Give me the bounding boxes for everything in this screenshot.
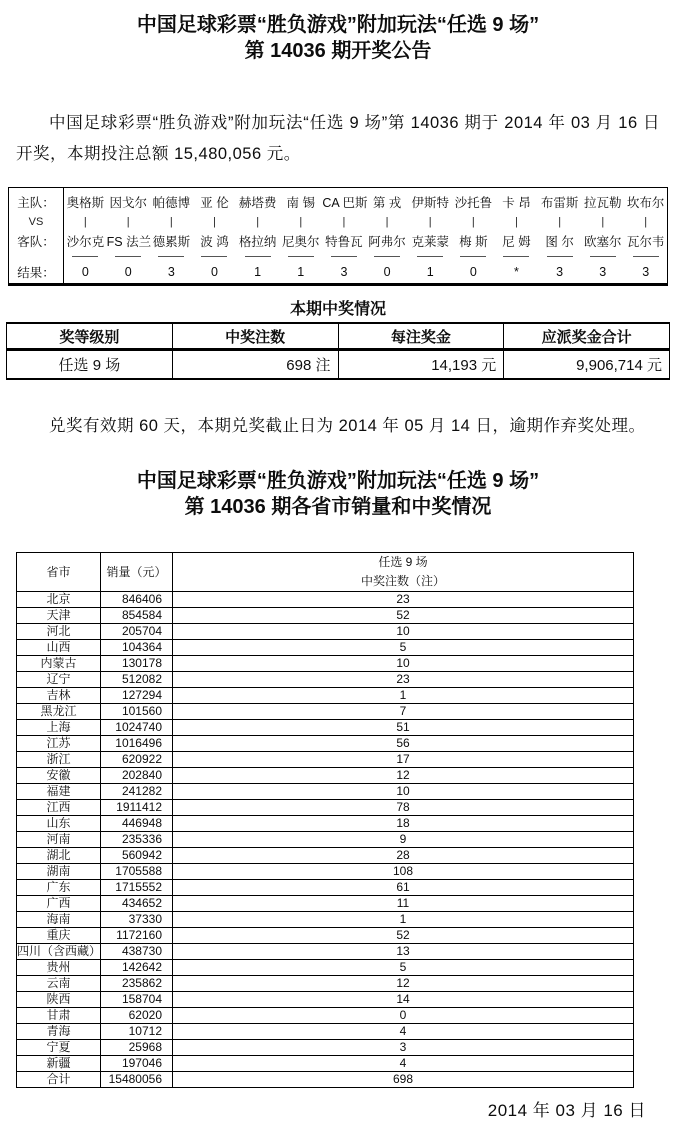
match-away-row bbox=[9, 230, 668, 251]
match-result-5: 1 bbox=[254, 264, 262, 279]
prize-cell-2: 698 注 bbox=[172, 350, 338, 380]
province-count-cell: 10 bbox=[173, 656, 634, 672]
vs-separator: | bbox=[471, 215, 475, 228]
dash-separator bbox=[538, 251, 581, 260]
province-name-cell: 江苏 bbox=[17, 736, 101, 752]
province-count-cell: 61 bbox=[173, 880, 634, 896]
dash-separator bbox=[322, 251, 365, 260]
row-label-vs: VS bbox=[9, 213, 64, 230]
dash-line bbox=[374, 256, 400, 257]
province-count-cell: 18 bbox=[173, 816, 634, 832]
prize-row bbox=[7, 350, 670, 380]
vs-separator: | bbox=[515, 215, 518, 228]
match-results-table bbox=[8, 187, 668, 286]
province-table-header-row bbox=[17, 553, 634, 592]
province-sales-cell: 62020 bbox=[101, 1008, 173, 1024]
province-row bbox=[17, 928, 634, 944]
province-sales-table bbox=[16, 552, 634, 1088]
province-count-cell: 14 bbox=[173, 992, 634, 1008]
province-row bbox=[17, 944, 634, 960]
province-sales-cell: 197046 bbox=[101, 1056, 173, 1072]
dash-separator bbox=[409, 251, 452, 260]
province-row bbox=[17, 640, 634, 656]
province-name-cell: 山东 bbox=[17, 816, 101, 832]
province-name-cell: 云南 bbox=[17, 976, 101, 992]
province-count-cell: 9 bbox=[173, 832, 634, 848]
dash-line bbox=[115, 256, 141, 257]
province-row bbox=[17, 896, 634, 912]
province-row bbox=[17, 992, 634, 1008]
vs-separator: | bbox=[558, 215, 562, 228]
province-count-cell: 10 bbox=[173, 784, 634, 800]
prize-section-title: 本期中奖情况 bbox=[289, 301, 386, 318]
province-row bbox=[17, 912, 634, 928]
dash-line bbox=[201, 256, 227, 257]
dash-separator bbox=[495, 251, 538, 260]
province-sales-cell: 10712 bbox=[101, 1024, 173, 1040]
province-row bbox=[17, 960, 634, 976]
home-team-11: 卡 昂 bbox=[502, 195, 531, 210]
prize-header-4: 应派奖金合计 bbox=[504, 323, 670, 350]
province-name-cell: 甘肃 bbox=[17, 1008, 101, 1024]
away-team-9: 克莱蒙 bbox=[411, 234, 449, 249]
province-row bbox=[17, 848, 634, 864]
dash-line bbox=[158, 256, 184, 257]
match-result-11: * bbox=[514, 264, 519, 279]
away-team-2: FS 法兰 bbox=[106, 234, 152, 249]
vs-separator: | bbox=[126, 215, 130, 228]
dash-separator bbox=[193, 251, 236, 260]
province-name-cell: 海南 bbox=[17, 912, 101, 928]
vs-separator: | bbox=[256, 215, 260, 228]
match-result-2: 0 bbox=[124, 264, 132, 279]
province-count-cell: 5 bbox=[173, 640, 634, 656]
province-count-cell: 7 bbox=[173, 704, 634, 720]
province-sales-cell: 142642 bbox=[101, 960, 173, 976]
province-row bbox=[17, 672, 634, 688]
away-team-14: 瓦尔韦 bbox=[626, 234, 665, 249]
prize-header-1: 奖等级别 bbox=[7, 323, 173, 350]
province-name-cell: 北京 bbox=[17, 592, 101, 608]
province-row bbox=[17, 784, 634, 800]
province-table-body bbox=[17, 592, 634, 1088]
province-sales-cell: 15480056 bbox=[101, 1072, 173, 1088]
dash-line bbox=[331, 256, 357, 257]
match-result-3: 3 bbox=[167, 264, 175, 279]
row-label-blank bbox=[9, 251, 64, 260]
province-header-cell: 省市 bbox=[17, 553, 101, 592]
province-row bbox=[17, 608, 634, 624]
page-title bbox=[0, 12, 676, 64]
home-team-7: CA 巴斯 bbox=[322, 195, 368, 210]
province-name-cell: 辽宁 bbox=[17, 672, 101, 688]
dash-separator bbox=[452, 251, 495, 260]
province-sales-cell: 1024740 bbox=[101, 720, 173, 736]
province-count-cell: 10 bbox=[173, 624, 634, 640]
province-name-cell: 河北 bbox=[17, 624, 101, 640]
dash-line bbox=[460, 256, 486, 257]
row-label-away: 客队： bbox=[9, 230, 64, 251]
vs-separator: | bbox=[169, 215, 173, 228]
province-sales-cell: 205704 bbox=[101, 624, 173, 640]
prize-cell-1: 任选 9 场 bbox=[7, 350, 173, 380]
home-team-9: 伊斯特 bbox=[411, 195, 449, 210]
match-result-8: 0 bbox=[383, 264, 391, 279]
prize-table-body bbox=[7, 350, 670, 380]
province-row bbox=[17, 624, 634, 640]
province-name-cell: 贵州 bbox=[17, 960, 101, 976]
province-name-cell: 合计 bbox=[17, 1072, 101, 1088]
province-name-cell: 四川（含西藏） bbox=[17, 944, 102, 958]
away-team-3: 德累斯 bbox=[152, 234, 191, 249]
away-team-1: 沙尔克 bbox=[66, 234, 105, 249]
count-header-line1: 任选 9 场 bbox=[378, 555, 428, 569]
province-name-cell: 广西 bbox=[17, 896, 101, 912]
province-count-cell: 5 bbox=[173, 960, 634, 976]
match-result-row bbox=[9, 260, 668, 285]
province-sales-cell: 1715552 bbox=[101, 880, 173, 896]
count-header-cell bbox=[173, 553, 634, 592]
province-sales-cell: 1016496 bbox=[101, 736, 173, 752]
province-name-cell: 湖北 bbox=[17, 848, 101, 864]
dash-line bbox=[590, 256, 616, 257]
province-row bbox=[17, 976, 634, 992]
row-label-home: 主队： bbox=[9, 188, 64, 214]
page-title-line2: 第 14036 期开奖公告 bbox=[244, 40, 432, 62]
home-team-3: 帕德博 bbox=[152, 195, 191, 210]
vs-separator: | bbox=[299, 215, 303, 228]
province-sales-cell: 1705588 bbox=[101, 864, 173, 880]
away-team-6: 尼奥尔 bbox=[282, 234, 320, 249]
home-team-8: 第 戎 bbox=[372, 195, 402, 210]
province-count-cell: 78 bbox=[173, 800, 634, 816]
vs-separator: | bbox=[601, 215, 605, 228]
dash-separator bbox=[365, 251, 408, 260]
validity-paragraph: 兑奖有效期 60 天，本期兑奖截止日为 2014 年 05 月 14 日，逾期作弃奖处理。 bbox=[49, 417, 646, 435]
match-dash-row bbox=[9, 251, 668, 260]
dash-line bbox=[72, 256, 98, 257]
home-team-14: 坎布尔 bbox=[626, 195, 665, 210]
dash-line bbox=[503, 256, 529, 257]
home-team-10: 沙托鲁 bbox=[454, 195, 493, 210]
dash-line bbox=[547, 256, 573, 257]
province-count-cell: 108 bbox=[173, 864, 634, 880]
prize-header-2: 中奖注数 bbox=[172, 323, 338, 350]
vs-separator: | bbox=[644, 215, 648, 228]
prize-cell-4: 9,906,714 元 bbox=[504, 350, 670, 380]
dash-line bbox=[288, 256, 314, 257]
province-sales-cell: 620922 bbox=[101, 752, 173, 768]
home-team-1: 奥格斯 bbox=[66, 195, 105, 210]
prize-cell-3: 14,193 元 bbox=[338, 350, 504, 380]
province-count-cell: 52 bbox=[173, 928, 634, 944]
province-sales-cell: 854584 bbox=[101, 608, 173, 624]
dash-separator bbox=[150, 251, 193, 260]
province-sales-cell: 235336 bbox=[101, 832, 173, 848]
province-count-cell: 0 bbox=[173, 1008, 634, 1024]
match-result-10: 0 bbox=[469, 264, 477, 279]
away-team-11: 尼 姆 bbox=[502, 234, 531, 249]
province-row bbox=[17, 592, 634, 608]
prize-header-3: 每注奖金 bbox=[338, 323, 504, 350]
province-sales-cell: 438730 bbox=[101, 944, 173, 960]
province-name-cell: 广东 bbox=[17, 880, 101, 896]
match-result-12: 3 bbox=[556, 264, 564, 279]
match-result-9: 1 bbox=[426, 264, 434, 279]
province-row bbox=[17, 864, 634, 880]
away-team-5: 格拉纳 bbox=[238, 234, 277, 249]
province-name-cell: 吉林 bbox=[17, 688, 101, 704]
vs-separator: | bbox=[213, 215, 216, 228]
province-row bbox=[17, 752, 634, 768]
dash-line bbox=[633, 256, 659, 257]
match-result-4: 0 bbox=[211, 264, 218, 279]
province-row bbox=[17, 816, 634, 832]
province-sales-cell: 241282 bbox=[101, 784, 173, 800]
match-result-1: 0 bbox=[81, 264, 89, 279]
province-name-cell: 安徽 bbox=[17, 768, 101, 784]
match-home-row bbox=[9, 188, 668, 214]
dash-separator bbox=[236, 251, 279, 260]
home-team-4: 亚 伦 bbox=[200, 195, 229, 210]
province-sales-cell: 560942 bbox=[101, 848, 173, 864]
province-sales-cell: 512082 bbox=[101, 672, 173, 688]
dash-line bbox=[245, 256, 271, 257]
province-name-cell: 浙江 bbox=[17, 752, 101, 768]
province-count-cell: 3 bbox=[173, 1040, 634, 1056]
home-team-6: 南 锡 bbox=[286, 195, 316, 210]
province-count-cell: 11 bbox=[173, 896, 634, 912]
vs-separator: | bbox=[83, 215, 87, 228]
province-name-cell: 黑龙江 bbox=[17, 704, 101, 720]
province-row bbox=[17, 1040, 634, 1056]
province-count-cell: 52 bbox=[173, 608, 634, 624]
vs-separator: | bbox=[342, 215, 346, 228]
dash-separator bbox=[581, 251, 624, 260]
province-name-cell: 湖南 bbox=[17, 864, 101, 880]
province-sales-cell: 434652 bbox=[101, 896, 173, 912]
province-count-cell: 1 bbox=[173, 912, 634, 928]
province-sales-cell: 1911412 bbox=[101, 800, 173, 816]
province-name-cell: 重庆 bbox=[17, 928, 101, 944]
province-sales-cell: 202840 bbox=[101, 768, 173, 784]
prize-table bbox=[6, 322, 670, 380]
intro-paragraph: 中国足球彩票“胜负游戏”附加玩法“任选 9 场”第 14036 期于 2014 年 03 月 16 日开奖，本期投注总额 15,480,056 元。 bbox=[16, 114, 660, 163]
section2-title-line2: 第 14036 期各省市销量和中奖情况 bbox=[184, 496, 492, 518]
province-sales-cell: 1172160 bbox=[101, 928, 173, 944]
province-row bbox=[17, 832, 634, 848]
prize-table-header-row bbox=[7, 323, 670, 350]
home-team-13: 拉瓦勒 bbox=[584, 195, 622, 210]
province-row bbox=[17, 800, 634, 816]
province-count-cell: 12 bbox=[173, 768, 634, 784]
province-row bbox=[17, 1056, 634, 1072]
province-sales-cell: 235862 bbox=[101, 976, 173, 992]
province-row bbox=[17, 656, 634, 672]
sales-header-cell: 销量（元） bbox=[101, 553, 173, 592]
vs-separator: | bbox=[385, 215, 389, 228]
province-name-cell: 山西 bbox=[17, 640, 101, 656]
province-count-cell: 1 bbox=[173, 688, 634, 704]
province-sales-cell: 130178 bbox=[101, 656, 173, 672]
section2-title-line1: 中国足球彩票“胜负游戏”附加玩法“任选 9 场” bbox=[136, 470, 540, 492]
row-label-result: 结果： bbox=[9, 260, 64, 285]
province-count-cell: 28 bbox=[173, 848, 634, 864]
page-title-line1: 中国足球彩票“胜负游戏”附加玩法“任选 9 场” bbox=[136, 14, 540, 36]
province-name-cell: 上海 bbox=[17, 720, 101, 736]
province-row bbox=[17, 736, 634, 752]
province-name-cell: 内蒙古 bbox=[17, 656, 101, 672]
province-row bbox=[17, 768, 634, 784]
province-name-cell: 福建 bbox=[17, 784, 101, 800]
away-team-10: 梅 斯 bbox=[459, 234, 488, 249]
province-name-cell: 江西 bbox=[17, 800, 101, 816]
province-name-cell: 河南 bbox=[17, 832, 101, 848]
home-team-5: 赫塔费 bbox=[238, 195, 277, 210]
section2-title bbox=[0, 468, 676, 520]
match-vs-row bbox=[9, 213, 668, 230]
province-sales-cell: 446948 bbox=[101, 816, 173, 832]
footer-date: 2014 年 03 月 16 日 bbox=[487, 1101, 646, 1120]
province-total-row bbox=[17, 1072, 634, 1088]
dash-separator bbox=[279, 251, 322, 260]
province-count-cell: 23 bbox=[173, 672, 634, 688]
province-name-cell: 新疆 bbox=[17, 1056, 101, 1072]
match-result-13: 3 bbox=[599, 264, 607, 279]
province-row bbox=[17, 880, 634, 896]
province-name-cell: 宁夏 bbox=[17, 1040, 101, 1056]
province-sales-cell: 127294 bbox=[101, 688, 173, 704]
province-count-cell: 4 bbox=[173, 1024, 634, 1040]
province-count-cell: 12 bbox=[173, 976, 634, 992]
province-name-cell: 青海 bbox=[17, 1024, 101, 1040]
province-count-cell: 23 bbox=[173, 592, 634, 608]
match-result-7: 3 bbox=[340, 264, 348, 279]
province-sales-cell: 104364 bbox=[101, 640, 173, 656]
match-result-6: 1 bbox=[297, 264, 305, 279]
province-row bbox=[17, 704, 634, 720]
dash-separator bbox=[64, 251, 107, 260]
dash-separator bbox=[107, 251, 150, 260]
dash-line bbox=[417, 256, 443, 257]
province-count-cell: 4 bbox=[173, 1056, 634, 1072]
province-row bbox=[17, 720, 634, 736]
away-team-7: 特鲁瓦 bbox=[325, 234, 363, 249]
province-sales-cell: 846406 bbox=[101, 592, 173, 608]
province-sales-cell: 158704 bbox=[101, 992, 173, 1008]
province-count-cell: 698 bbox=[173, 1072, 634, 1088]
vs-separator: | bbox=[428, 215, 432, 228]
province-name-cell: 天津 bbox=[17, 608, 101, 624]
province-sales-cell: 37330 bbox=[101, 912, 173, 928]
province-count-cell: 56 bbox=[173, 736, 634, 752]
home-team-2: 因戈尔 bbox=[109, 195, 147, 210]
province-name-cell: 陕西 bbox=[17, 992, 101, 1008]
home-team-12: 布雷斯 bbox=[540, 195, 579, 210]
province-row bbox=[17, 1024, 634, 1040]
away-team-12: 图 尔 bbox=[545, 234, 574, 249]
away-team-4: 波 鸿 bbox=[200, 234, 229, 249]
dash-separator bbox=[624, 251, 667, 260]
away-team-8: 阿弗尔 bbox=[368, 234, 406, 249]
province-count-cell: 13 bbox=[173, 944, 634, 960]
province-count-cell: 51 bbox=[173, 720, 634, 736]
province-row bbox=[17, 688, 634, 704]
province-count-cell: 17 bbox=[173, 752, 634, 768]
province-sales-cell: 25968 bbox=[101, 1040, 173, 1056]
match-result-14: 3 bbox=[642, 264, 650, 279]
province-sales-cell: 101560 bbox=[101, 704, 173, 720]
match-table-body bbox=[9, 188, 668, 285]
count-header-line2: 中奖注数（注） bbox=[360, 574, 445, 588]
province-row bbox=[17, 1008, 634, 1024]
away-team-13: 欧塞尔 bbox=[584, 234, 622, 249]
